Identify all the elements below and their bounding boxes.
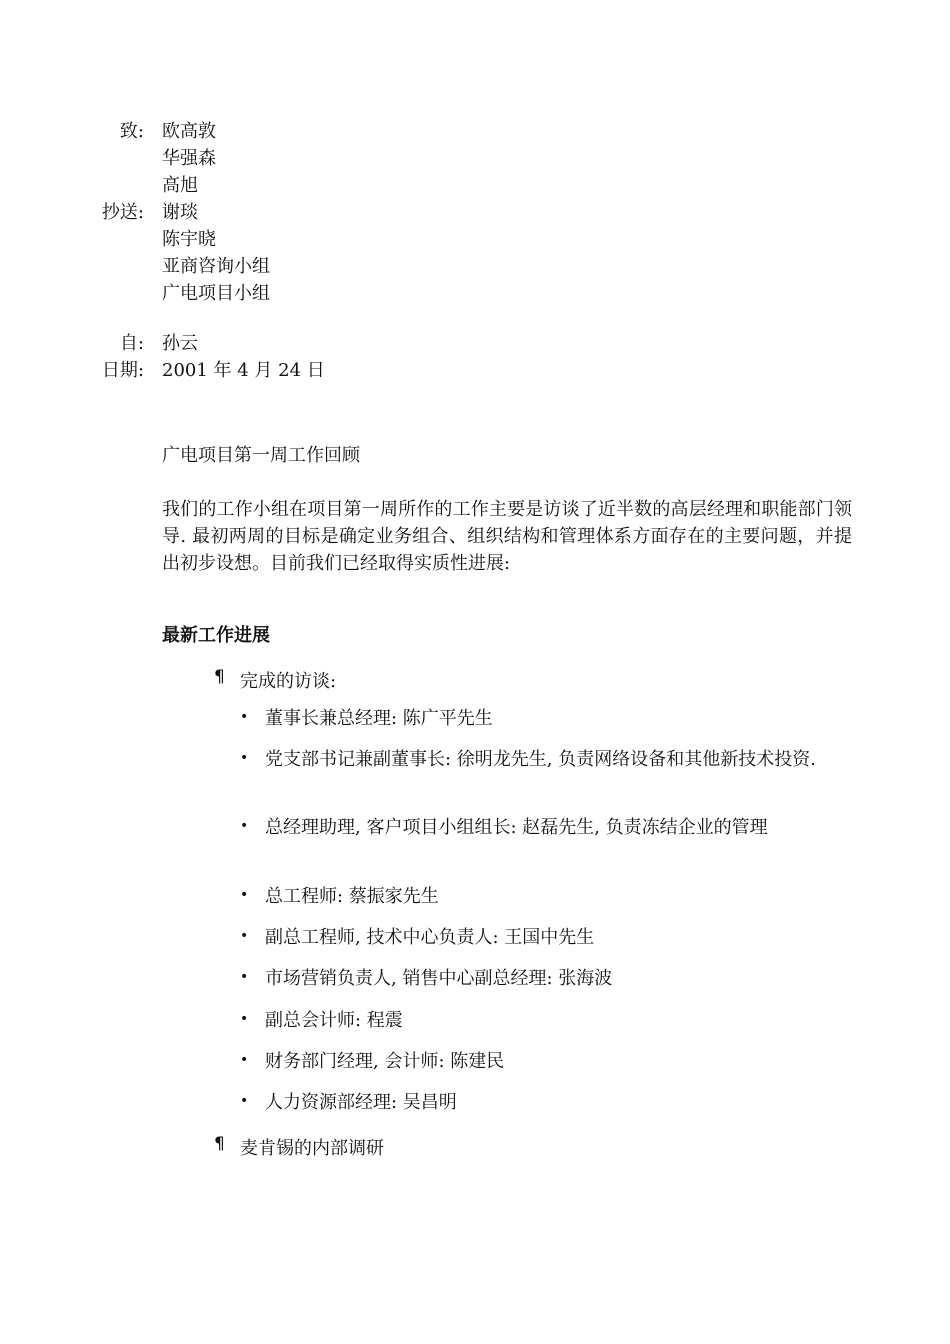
bullet-icon: • xyxy=(240,1093,249,1109)
memo-subject: 广电项目第一周工作回顾 xyxy=(162,445,360,466)
bullet-icon: • xyxy=(240,1011,249,1027)
to-label: 致: xyxy=(119,121,144,142)
interview-item: 财务部门经理, 会计师: 陈建民 xyxy=(265,1051,505,1072)
from-label: 自: xyxy=(119,333,144,354)
section-title: 最新工作进展 xyxy=(162,625,270,646)
interview-item: 市场营销负责人, 销售中心副总经理: 张海波 xyxy=(265,968,613,989)
cc-label: 抄送: xyxy=(101,202,144,223)
bullet-icon: • xyxy=(240,969,249,985)
bullet-icon: • xyxy=(240,750,249,766)
interview-item: 副总工程师, 技术中心负责人: 王国中先生 xyxy=(265,927,595,948)
to-recipient: 华强森 xyxy=(162,148,216,169)
cc-recipient: 陈宇晓 xyxy=(162,229,216,250)
cc-recipient: 广电项目小组 xyxy=(162,283,270,304)
interview-item: 人力资源部经理: 吴昌明 xyxy=(265,1092,457,1113)
paragraph-mark-icon: ¶ xyxy=(214,667,225,687)
interview-item: 总经理助理, 客户项目小组组长: 赵磊先生, 负责冻结企业的管理 xyxy=(265,817,768,838)
interview-item: 总工程师: 蔡振家先生 xyxy=(265,886,439,907)
bullet-icon: • xyxy=(240,818,249,834)
date-label: 日期: xyxy=(101,360,144,381)
cc-recipient: 亚商咨询小组 xyxy=(162,256,270,277)
paragraph-mark-icon: ¶ xyxy=(214,1134,225,1154)
interview-item: 党支部书记兼副董事长: 徐明龙先生, 负责网络设备和其他新技术投资. xyxy=(265,749,816,770)
bullet-icon: • xyxy=(240,1052,249,1068)
bullet-icon: • xyxy=(240,709,249,725)
cc-recipient: 谢琰 xyxy=(162,202,198,223)
intro-paragraph: 我们的工作小组在项目第一周所作的工作主要是访谈了近半数的高层经理和职能部门领导. 最初两周的目标是确定业务组合、组织结构和管理体系方面存在的主要问题，并提出初步设想。目前我们已经取得实质性进展: xyxy=(162,499,852,574)
to-recipient: 欧高敦 xyxy=(162,121,216,142)
from-sender: 孙云 xyxy=(162,333,198,354)
bullet-icon: • xyxy=(240,928,249,944)
memo-date: 2001 年 4 月 24 日 xyxy=(162,360,325,381)
interview-item: 副总会计师: 程震 xyxy=(265,1010,403,1031)
research-heading: 麦肯锡的内部调研 xyxy=(240,1138,384,1159)
interviews-heading: 完成的访谈: xyxy=(240,671,337,692)
to-recipient: 高旭 xyxy=(162,175,198,196)
bullet-icon: • xyxy=(240,887,249,903)
interview-item: 董事长兼总经理: 陈广平先生 xyxy=(265,708,493,729)
